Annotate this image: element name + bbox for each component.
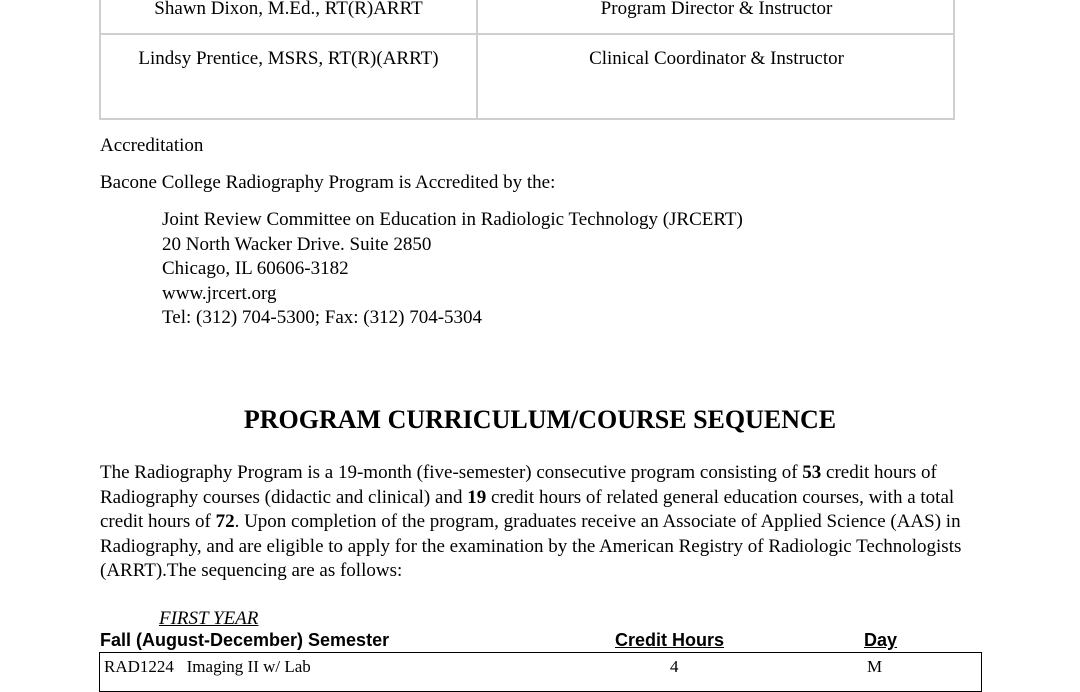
paragraph-text: . Upon completion of the program, graduates receive an Associate of Applied Science (AAS) in Radiography, and are eligible to apply for the examination by the American Registry of Radiologic Technologists (ARRT).The sequencing are as follows: [100,511,962,581]
credit-hours-header: Credit Hours [615,630,725,650]
address-line: Chicago, IL 60606-3182 [162,258,349,279]
accreditation-heading: Accreditation [100,135,204,156]
total-credits: 72 [215,511,235,532]
day-header: Day [864,630,898,650]
faculty-name: Lindsy Prentice, MSRS, RT(R)(ARRT) [138,48,439,69]
faculty-role: Clinical Coordinator & Instructor [589,48,844,69]
course-day: M [867,657,883,676]
paragraph-text: The Radiography Program is a 19-month (five-semester) consecutive program consisting of [100,462,803,483]
address-line: 20 North Wacker Drive. Suite 2850 [162,234,432,255]
course-name: RAD1224 Imaging II w/ Lab [104,657,311,676]
faculty-role: Program Director & Instructor [600,0,833,19]
year-label: FIRST YEAR [159,608,259,629]
paragraph-text: credit hours of related general education courses, with a total credit hours of [100,486,955,532]
section-title: PROGRAM CURRICULUM/COURSE SEQUENCE [243,405,837,434]
paragraph-text: credit hours of Radiography courses (didactic and clinical) and [100,462,937,508]
address-line: Tel: (312) 704-5300; Fax: (312) 704-5304 [162,307,483,328]
radiography-credits: 53 [802,462,822,483]
curriculum-paragraph [100,461,970,584]
faculty-table [99,0,955,120]
address-line: Joint Review Committee on Education in Radiologic Technology (JRCERT) [162,209,743,230]
course-credits: 4 [670,657,679,676]
general-ed-credits: 19 [467,486,487,508]
faculty-name: Shawn Dixon, M.Ed., RT(R)ARRT [154,0,423,19]
table-divider [101,33,953,35]
semester-label: Fall (August-December) Semester [100,630,390,650]
accreditation-intro: Bacone College Radiography Program is Accredited by the: [100,172,556,193]
course-table [99,652,982,692]
address-line: www.jrcert.org [162,283,277,304]
